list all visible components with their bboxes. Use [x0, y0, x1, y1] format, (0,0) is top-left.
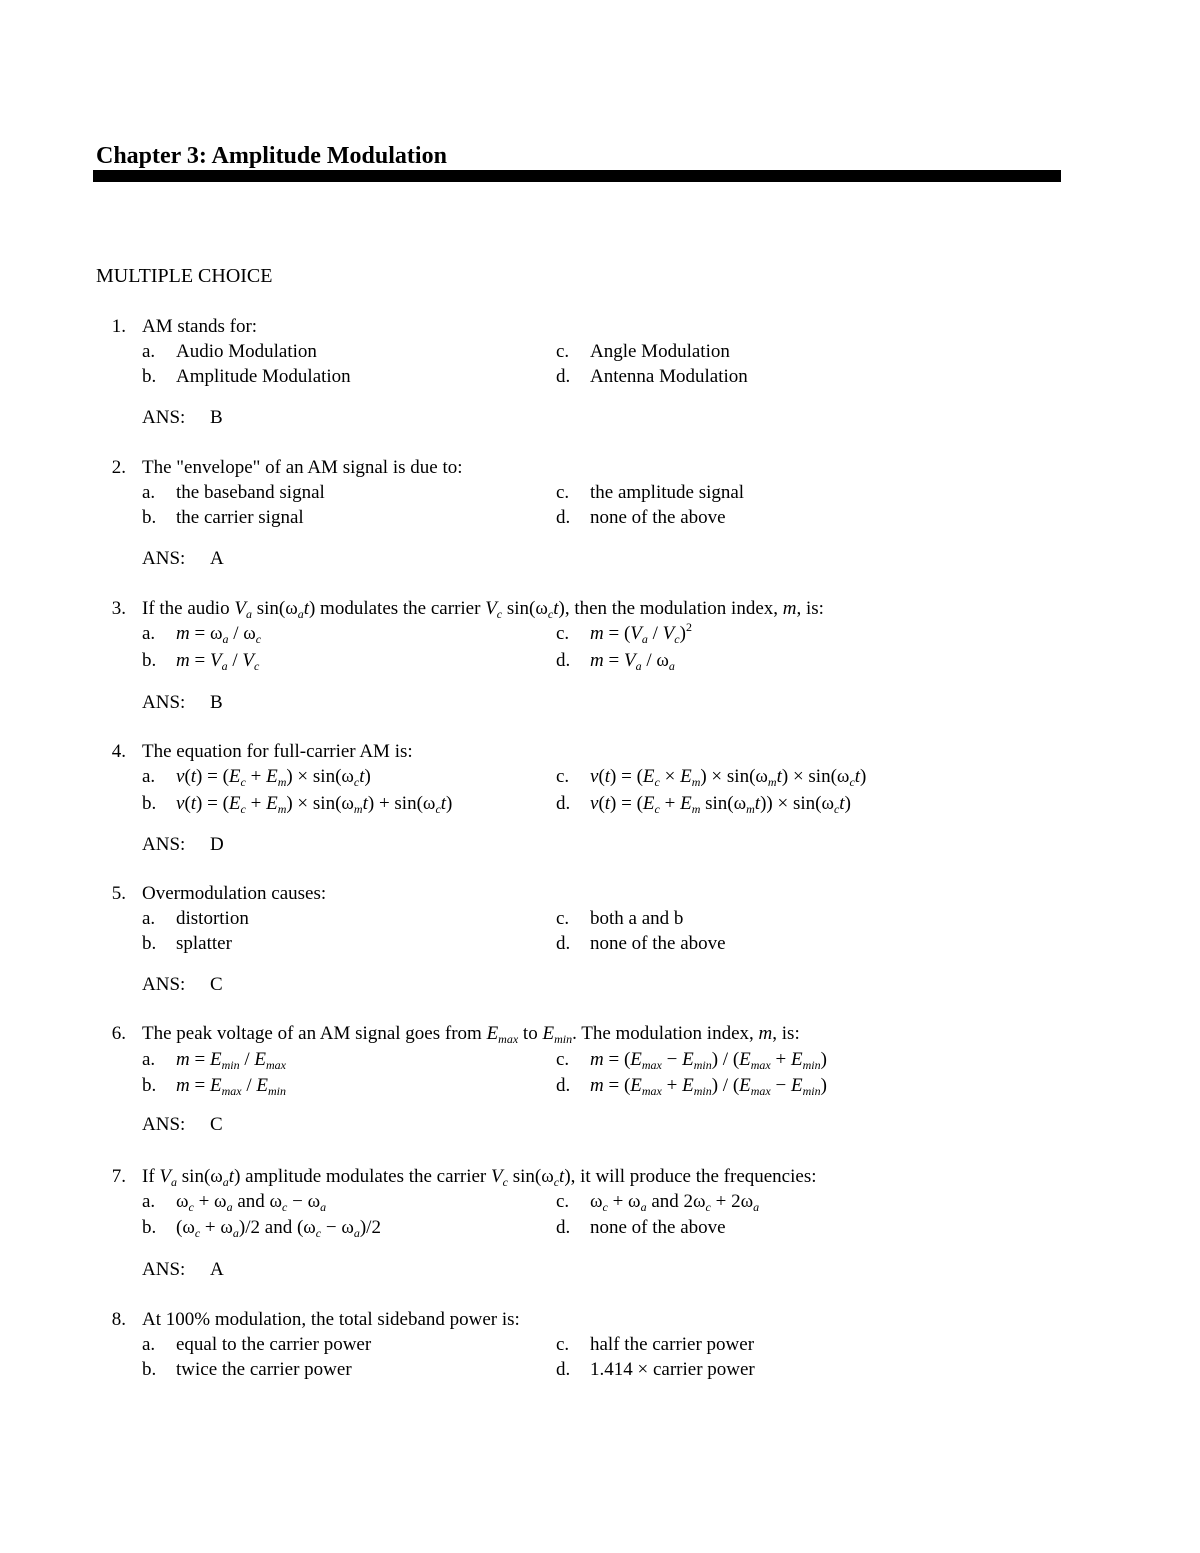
- answer-value: B: [210, 692, 223, 713]
- option-c: [556, 481, 744, 505]
- option-text: $m = (E_{max} + E_{min}) / (E_{max} - E_{min})$: [590, 1075, 827, 1098]
- option-letter: b.: [142, 366, 157, 387]
- option-text: $m = \omega_a / \omega_c$: [176, 623, 262, 646]
- question-number: 7.: [111, 1166, 126, 1187]
- option-c: [556, 1048, 827, 1072]
- option-letter: c.: [556, 766, 570, 787]
- question-number: 3.: [111, 598, 126, 619]
- option-letter: b.: [142, 507, 157, 528]
- option-letter: b.: [142, 933, 157, 954]
- option-text: $m = (E_{max} - E_{min}) / (E_{max} + E_{min})$: [590, 1049, 827, 1072]
- option-text: both a and b: [590, 908, 684, 929]
- option-letter: d.: [556, 1359, 571, 1380]
- option-text: half the carrier power: [590, 1334, 755, 1355]
- option-text: twice the carrier power: [176, 1359, 352, 1380]
- option-c: [556, 622, 692, 646]
- question-stem: If $V_a$ $\sin(\omega_at)$ amplitude modulates the carrier $V_c$ $\sin(\omega_ct)$, it will produce the frequencies:: [142, 1166, 817, 1189]
- option-text: $m = V_a / \omega_a$: [590, 650, 675, 673]
- option-letter: a.: [142, 1191, 156, 1212]
- option-text: $\omega_c + \omega_a$ and $\omega_c - \omega_a$: [176, 1191, 327, 1214]
- question-number: 1.: [111, 316, 126, 337]
- answer-label: ANS:: [142, 407, 186, 428]
- question-stem: AM stands for:: [142, 316, 258, 337]
- option-a: [142, 765, 371, 789]
- option-d: [556, 1216, 726, 1240]
- option-letter: a.: [142, 482, 156, 503]
- option-d: [556, 932, 726, 956]
- option-c: [556, 340, 730, 364]
- option-letter: c.: [556, 482, 570, 503]
- option-letter: c.: [556, 1334, 570, 1355]
- option-c: [556, 907, 683, 931]
- answer-line: [142, 833, 224, 857]
- option-letter: b.: [142, 1217, 157, 1238]
- option-letter: b.: [142, 793, 157, 814]
- option-text: Amplitude Modulation: [176, 366, 351, 387]
- question-stem: If the audio $V_a$ $\sin(\omega_at)$ modulates the carrier $V_c$ $\sin(\omega_ct)$, then the modulation index, m, is:: [142, 598, 824, 621]
- option-a: [142, 907, 249, 931]
- option-letter: c.: [556, 1191, 570, 1212]
- answer-value: C: [210, 1114, 223, 1135]
- option-c: [556, 765, 866, 789]
- option-text: $(\omega_c + \omega_a)/2$ and $(\omega_c - \omega_a)/2$: [176, 1217, 381, 1240]
- question-number: 4.: [111, 741, 126, 762]
- option-text: $m = E_{max} / E_{min}$: [176, 1075, 286, 1098]
- title-rule: [93, 170, 1061, 182]
- question-number: 6.: [111, 1023, 126, 1044]
- question-number: 2.: [111, 457, 126, 478]
- option-text: Audio Modulation: [176, 341, 317, 362]
- option-letter: b.: [142, 1359, 157, 1380]
- option-c: [556, 1333, 754, 1357]
- option-d: [556, 1074, 827, 1098]
- option-text: 1.414 × carrier power: [590, 1359, 755, 1380]
- answer-label: ANS:: [142, 692, 186, 713]
- option-b: [142, 1216, 381, 1240]
- option-letter: d.: [556, 793, 571, 814]
- option-letter: d.: [556, 1075, 571, 1096]
- option-text: $v(t) = (E_c + E_m$ $\sin(\omega_mt)) \times \sin(\omega_ct)$: [590, 793, 851, 816]
- question-number: 5.: [111, 883, 126, 904]
- answer-line: [142, 973, 223, 997]
- question-stem: The "envelope" of an AM signal is due to:: [142, 457, 463, 478]
- option-b: [142, 1074, 286, 1098]
- section-heading: MULTIPLE CHOICE: [96, 265, 273, 287]
- option-a: [142, 622, 261, 646]
- option-b: [142, 506, 304, 530]
- option-text: $m = (V_a / V_c)^2$: [590, 620, 692, 646]
- option-a: [142, 1333, 371, 1357]
- answer-line: [142, 547, 224, 571]
- option-letter: d.: [556, 366, 571, 387]
- option-letter: d.: [556, 507, 571, 528]
- option-letter: c.: [556, 341, 570, 362]
- option-text: $m = V_a / V_c$: [176, 650, 260, 673]
- option-letter: d.: [556, 1217, 571, 1238]
- question-stem: At 100% modulation, the total sideband power is:: [142, 1309, 520, 1330]
- answer-value: A: [210, 548, 224, 569]
- question-stem: The equation for full-carrier AM is:: [142, 741, 413, 762]
- option-c: [556, 1190, 759, 1214]
- option-letter: c.: [556, 908, 570, 929]
- option-text: none of the above: [590, 507, 726, 528]
- answer-value: A: [210, 1259, 224, 1280]
- option-d: [556, 1358, 755, 1382]
- option-text: none of the above: [590, 1217, 726, 1238]
- option-text: the amplitude signal: [590, 482, 745, 503]
- option-d: [556, 506, 726, 530]
- option-text: $v(t) = (E_c \times E_m) \times \sin(\omega_mt) \times \sin(\omega_ct)$: [590, 766, 867, 789]
- answer-value: C: [210, 974, 223, 995]
- answer-line: [142, 1258, 224, 1282]
- option-b: [142, 792, 452, 816]
- question-stem: The peak voltage of an AM signal goes from $E_{max}$ to $E_{min}$. The modulation index, m, is:: [142, 1023, 800, 1046]
- option-text: equal to the carrier power: [176, 1334, 372, 1355]
- option-a: [142, 340, 317, 364]
- option-text: $\omega_c + \omega_a$ and $2\omega_c + 2\omega_a$: [590, 1191, 760, 1214]
- option-text: Antenna Modulation: [590, 366, 748, 387]
- option-letter: d.: [556, 650, 571, 671]
- option-d: [556, 792, 851, 816]
- option-text: $v(t) = (E_c + E_m) \times \sin(\omega_ct)$: [176, 766, 371, 789]
- option-letter: b.: [142, 650, 157, 671]
- option-text: none of the above: [590, 933, 726, 954]
- option-text: splatter: [176, 933, 232, 954]
- option-a: [142, 481, 325, 505]
- answer-label: ANS:: [142, 834, 186, 855]
- option-b: [142, 649, 259, 673]
- question-stem: Overmodulation causes:: [142, 883, 327, 904]
- option-text: $v(t) = (E_c + E_m) \times \sin(\omega_mt) + \sin(\omega_ct)$: [176, 793, 453, 816]
- answer-value: D: [210, 834, 224, 855]
- option-a: [142, 1048, 286, 1072]
- option-letter: a.: [142, 1334, 156, 1355]
- option-b: [142, 932, 232, 956]
- option-letter: a.: [142, 1049, 156, 1070]
- answer-label: ANS:: [142, 974, 186, 995]
- answer-label: ANS:: [142, 548, 186, 569]
- option-d: [556, 365, 748, 389]
- answer-value: B: [210, 407, 223, 428]
- option-text: distortion: [176, 908, 249, 929]
- option-text: Angle Modulation: [590, 341, 730, 362]
- option-a: [142, 1190, 326, 1214]
- option-text: the baseband signal: [176, 482, 325, 503]
- option-letter: a.: [142, 766, 156, 787]
- answer-label: ANS:: [142, 1259, 186, 1280]
- option-letter: a.: [142, 623, 156, 644]
- chapter-title: Chapter 3: Amplitude Modulation: [96, 143, 447, 169]
- option-b: [142, 365, 351, 389]
- answer-line: [142, 406, 223, 430]
- option-letter: a.: [142, 908, 156, 929]
- answer-line: [142, 691, 223, 715]
- option-letter: a.: [142, 341, 156, 362]
- option-d: [556, 649, 675, 673]
- option-letter: c.: [556, 623, 570, 644]
- option-letter: b.: [142, 1075, 157, 1096]
- answer-label: ANS:: [142, 1114, 186, 1135]
- option-text: $m = E_{min} / E_{max}$: [176, 1049, 286, 1072]
- question-number: 8.: [111, 1309, 126, 1330]
- answer-line: [142, 1113, 223, 1137]
- option-letter: c.: [556, 1049, 570, 1070]
- option-letter: d.: [556, 933, 571, 954]
- option-text: the carrier signal: [176, 507, 304, 528]
- option-b: [142, 1358, 352, 1382]
